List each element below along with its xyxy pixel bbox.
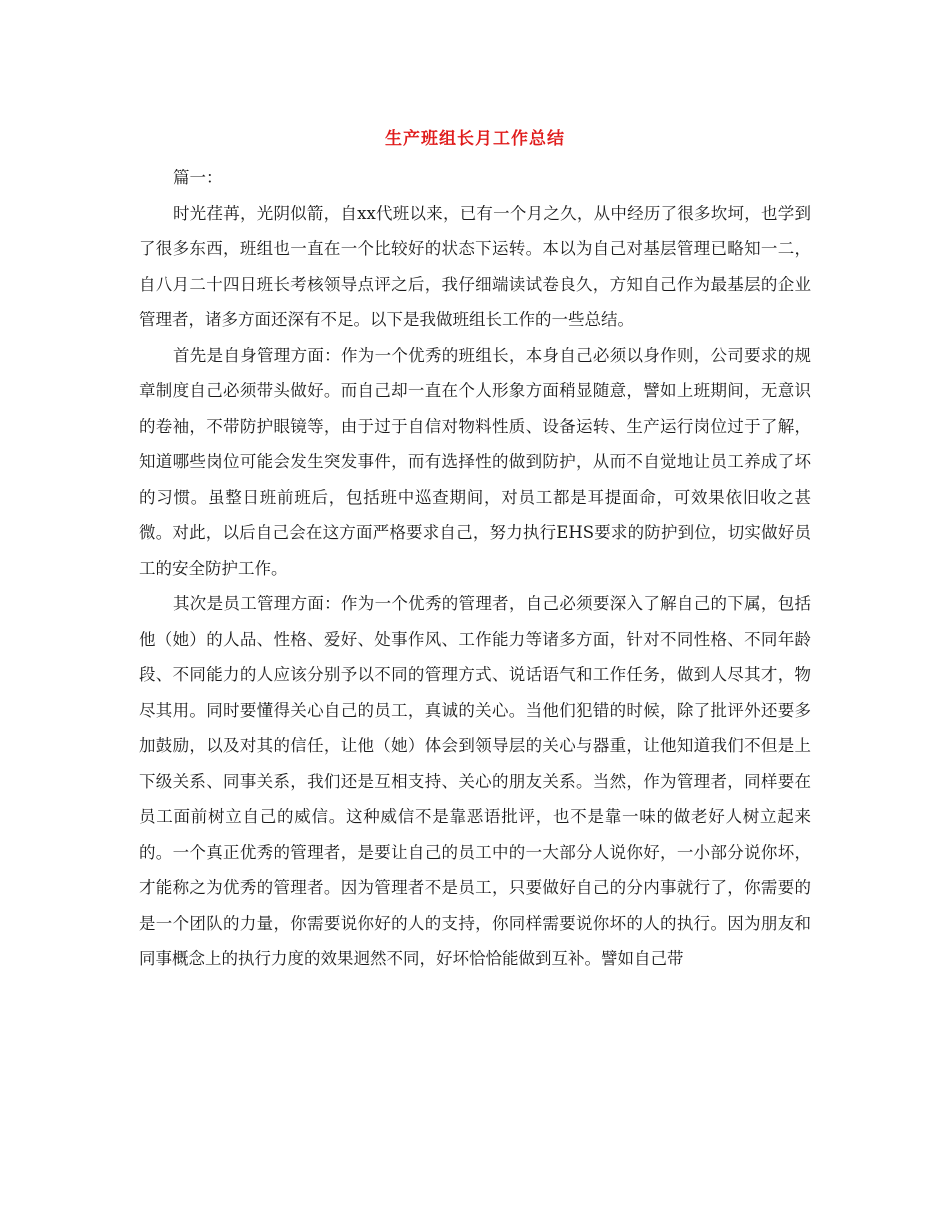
section-label: 篇一： bbox=[173, 168, 223, 187]
paragraph-intro: 时光荏苒，光阴似箭，自xx代班以来，已有一个月之久，从中经历了很多坎坷，也学到了很多东西，班组也一直在一个比较好的状态下运转。本以为自己对基层管理已略知一二，自八月二十四日班长考核领导点评之后，我仔细端读试卷良久，方知自己作为最基层的企业管理者，诸多方面还深有不足。以下是我做班组长工作的一些总结。 bbox=[139, 203, 811, 329]
paragraph-self-management: 首先是自身管理方面：作为一个优秀的班组长，本身自己必须以身作则，公司要求的规章制度自己必须带头做好。而自己却一直在个人形象方面稍显随意，譬如上班期间，无意识的卷袖，不带防护眼镜等，由于过于自信对物料性质、设备运转、生产运行岗位过于了解，知道哪些岗位可能会发生突发事件，而有选择性的做到防护，从而不自觉地让员工养成了坏的习惯。虽整日班前班后，包括班中巡查期间，对员工都是耳提面命，可效果依旧收之甚微。对此，以后自己会在这方面严格要求自己，努力执行EHS要求的防护到位，切实做好员工的安全防护工作。 bbox=[139, 345, 811, 578]
document-title: 生产班组长月工作总结 bbox=[385, 129, 565, 149]
document-body bbox=[139, 160, 811, 977]
paragraph-staff-management: 其次是员工管理方面：作为一个优秀的管理者，自己必须要深入了解自己的下属，包括他（她）的人品、性格、爱好、处事作风、工作能力等诸多方面，针对不同性格、不同年龄段、不同能力的人应该分别予以不同的管理方式、说话语气和工作任务，做到人尽其才，物尽其用。同时要懂得关心自己的员工，真诚的关心。当他们犯错的时候，除了批评外还要多加鼓励，以及对其的信任，让他（她）体会到领导层的关心与器重，让他知道我们不但是上下级关系、同事关系，我们还是互相支持、关心的朋友关系。当然，作为管理者，同样要在员工面前树立自己的威信。这种威信不是靠恶语批评，也不是靠一味的做老好人树立起来的。一个真正优秀的管理者，是要让自己的员工中的一大部分人说你好，一小部分说你坏，才能称之为优秀的管理者。因为管理者不是员工，只要做好自己的分内事就行了，你需要的是一个团队的力量，你需要说你好的人的支持，你同样需要说你坏的人的执行。因为朋友和同事概念上的执行力度的效果迥然不同，好坏恰恰能做到互补。譬如自己带 bbox=[139, 594, 811, 968]
